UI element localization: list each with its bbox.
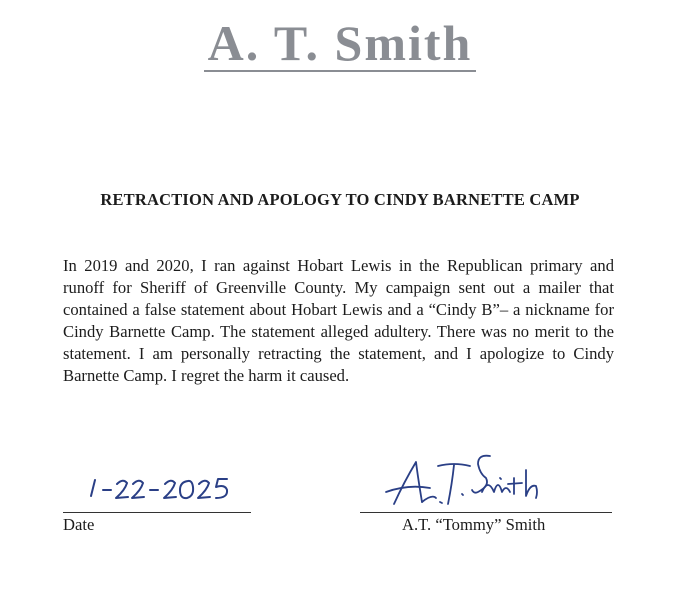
- date-signature-line: [63, 512, 251, 513]
- signature: [382, 448, 582, 514]
- signature-line: [360, 512, 612, 513]
- letterhead: [0, 15, 680, 72]
- date-label: Date: [63, 515, 95, 534]
- printed-name: A.T. “Tommy” Smith: [402, 515, 546, 534]
- signature-block: [360, 448, 615, 548]
- retraction-body-text: In 2019 and 2020, I ran against Hobart Lewis in the Republican primary and runoff for Sheriff of Greenville County. My campaign sent out a mailer that contained a false statement about Hobart Lewis and a “Cindy B”– a nickname for Cindy Barnette Camp. The statement alleged adultery. There was no merit to the statement. I am personally retracting the statement, and I apologize to Cindy Barnette Camp. I regret the harm it caused.: [63, 256, 614, 385]
- letterhead-name: A. T. Smith: [204, 18, 477, 72]
- document-title: RETRACTION AND APOLOGY TO CINDY BARNETTE CAMP: [100, 190, 580, 209]
- handwritten-date: [85, 472, 265, 508]
